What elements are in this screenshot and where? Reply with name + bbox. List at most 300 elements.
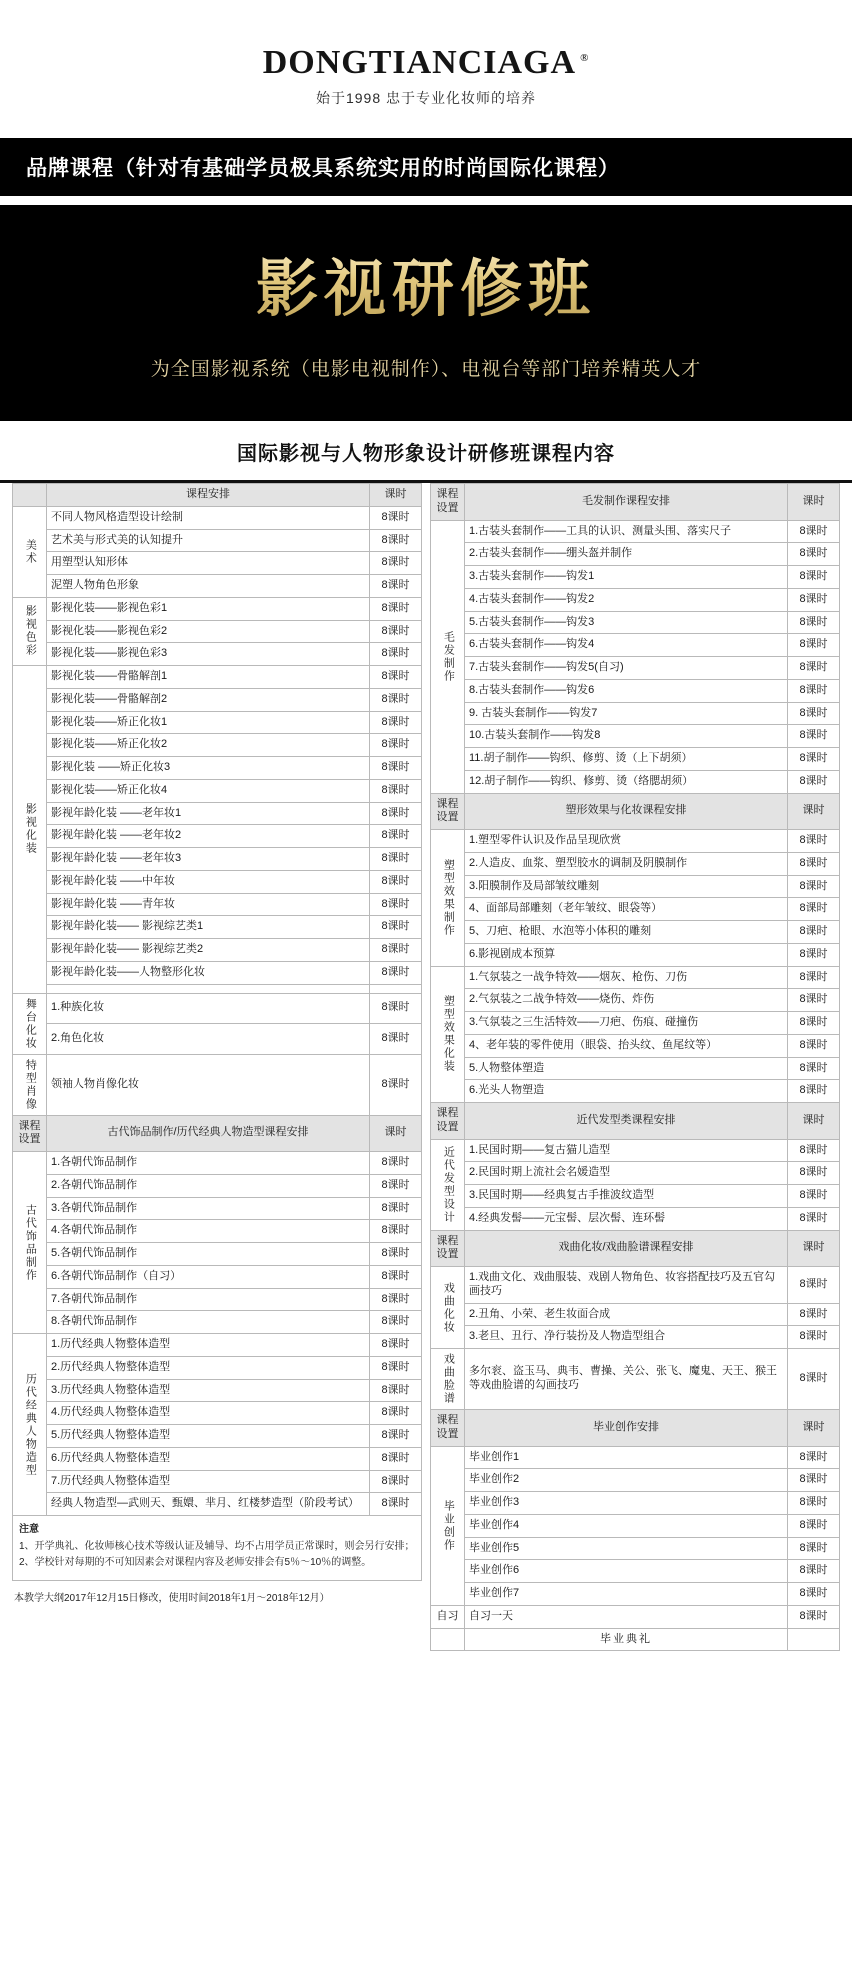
table-row xyxy=(13,1470,422,1493)
course-hours: 8课时 xyxy=(370,711,422,734)
course-name: 影视年龄化装 ——老年妆2 xyxy=(47,825,370,848)
table-row xyxy=(13,939,422,962)
table-row xyxy=(431,566,840,589)
course-name: 2.民国时期上流社会名媛造型 xyxy=(465,1162,788,1185)
right-curriculum-table xyxy=(430,483,840,1651)
left-header-course: 课程安排 xyxy=(47,484,370,507)
table-row xyxy=(431,657,840,680)
course-hours: 8课时 xyxy=(788,1162,840,1185)
table-row xyxy=(13,1379,422,1402)
course-hours: 8课时 xyxy=(370,1220,422,1243)
course-name: 4.经典发髻——元宝髻、层次髻、连环髻 xyxy=(465,1207,788,1230)
category-label: 戏曲化妆 xyxy=(431,1267,465,1349)
section-hours-header: 课时 xyxy=(370,1115,422,1152)
course-name: 5.各朝代饰品制作 xyxy=(47,1243,370,1266)
course-name: 毕业创作3 xyxy=(465,1492,788,1515)
table-row xyxy=(431,679,840,702)
table-row xyxy=(431,1514,840,1537)
course-hours: 8课时 xyxy=(370,1288,422,1311)
course-hours: 8课时 xyxy=(788,1349,840,1410)
course-hours: 8课时 xyxy=(788,1560,840,1583)
course-name: 6.各朝代饰品制作（自习） xyxy=(47,1265,370,1288)
course-name: 3.历代经典人物整体造型 xyxy=(47,1379,370,1402)
table-row xyxy=(431,1469,840,1492)
table-row xyxy=(13,575,422,598)
course-hours: 8课时 xyxy=(788,770,840,793)
course-hours: 8课时 xyxy=(370,757,422,780)
course-hours: 8课时 xyxy=(370,1024,422,1055)
course-hours: 8课时 xyxy=(370,1493,422,1516)
course-name: 6.影视剧成本预算 xyxy=(465,943,788,966)
category-label: 戏曲脸谱 xyxy=(431,1349,465,1410)
section-cat-header: 课程设置 xyxy=(431,1230,465,1267)
table-row xyxy=(13,529,422,552)
course-name: 影视年龄化装 ——老年妆1 xyxy=(47,802,370,825)
table-row xyxy=(431,1628,840,1651)
table-row xyxy=(13,1243,422,1266)
course-hours: 8课时 xyxy=(788,966,840,989)
table-row xyxy=(431,1162,840,1185)
section-hours-header: 课时 xyxy=(788,1410,840,1447)
course-hours: 8课时 xyxy=(370,1425,422,1448)
table-row xyxy=(13,734,422,757)
category-label: 美术 xyxy=(13,506,47,597)
section-title-cell: 毛发制作课程安排 xyxy=(465,484,788,521)
course-name: 影视年龄化装 ——中年妆 xyxy=(47,870,370,893)
course-name: 5、刀疤、枪眼、水泡等小体积的雕刻 xyxy=(465,921,788,944)
course-name: 影视年龄化装—— 影视综艺类1 xyxy=(47,916,370,939)
course-hours: 8课时 xyxy=(370,1470,422,1493)
course-name: 影视年龄化装 ——老年妆3 xyxy=(47,848,370,871)
table-row xyxy=(431,520,840,543)
course-name: 6.历代经典人物整体造型 xyxy=(47,1447,370,1470)
table-row xyxy=(13,961,422,984)
course-name: 7.各朝代饰品制作 xyxy=(47,1288,370,1311)
course-hours: 8课时 xyxy=(788,1469,840,1492)
course-hours: 8课时 xyxy=(788,1267,840,1304)
course-hours: 8课时 xyxy=(788,898,840,921)
course-hours: 8课时 xyxy=(788,657,840,680)
course-name: 影视化装——矫正化妆4 xyxy=(47,779,370,802)
section-header-row xyxy=(431,1410,840,1447)
course-name: 2.角色化妆 xyxy=(47,1024,370,1055)
course-name: 7.历代经典人物整体造型 xyxy=(47,1470,370,1493)
table-row xyxy=(13,993,422,1024)
course-name: 3.民国时期——经典复古手推波纹造型 xyxy=(465,1185,788,1208)
course-name: 1.戏曲文化、戏曲服装、戏剧人物角色、妆容搭配技巧及五官勾画技巧 xyxy=(465,1267,788,1304)
course-hours: 8课时 xyxy=(370,597,422,620)
table-row xyxy=(431,1207,840,1230)
table-row xyxy=(13,1197,422,1220)
table-row xyxy=(431,989,840,1012)
course-hours: 8课时 xyxy=(788,943,840,966)
section-hours-header: 课时 xyxy=(788,1103,840,1140)
table-row xyxy=(13,711,422,734)
course-hours: 8课时 xyxy=(370,893,422,916)
section-title-cell: 古代饰品制作/历代经典人物造型课程安排 xyxy=(47,1115,370,1152)
course-hours: 8课时 xyxy=(788,1012,840,1035)
category-label: 舞台化妆 xyxy=(13,993,47,1054)
course-name: 影视化装——影视色彩3 xyxy=(47,643,370,666)
course-hours: 8课时 xyxy=(788,852,840,875)
table-row xyxy=(431,1326,840,1349)
course-name: 9. 古装头套制作——钩发7 xyxy=(465,702,788,725)
course-hours: 8课时 xyxy=(788,679,840,702)
section-cat-header: 课程设置 xyxy=(431,793,465,830)
category-label: 塑型效果化装 xyxy=(431,966,465,1103)
course-hours: 8课时 xyxy=(788,1605,840,1628)
table-row xyxy=(431,1012,840,1035)
section-cat-header: 课程设置 xyxy=(431,484,465,521)
table-row xyxy=(13,688,422,711)
course-name: 不同人物风格造型设计绘制 xyxy=(47,506,370,529)
table-row xyxy=(431,748,840,771)
course-hours: 8课时 xyxy=(788,634,840,657)
table-row xyxy=(431,1057,840,1080)
course-hours: 8课时 xyxy=(788,543,840,566)
course-hours: 8课时 xyxy=(370,848,422,871)
course-hours: 8课时 xyxy=(370,1334,422,1357)
table-row xyxy=(431,725,840,748)
course-hours: 8课时 xyxy=(370,1243,422,1266)
table-row xyxy=(431,1185,840,1208)
table-row xyxy=(431,966,840,989)
section-cat-header: 课程设置 xyxy=(13,1115,47,1152)
section-title-cell: 戏曲化妆/戏曲脸谱课程安排 xyxy=(465,1230,788,1267)
table-row xyxy=(431,1349,840,1410)
brand-banner-text: 品牌课程（针对有基础学员极具系统实用的时尚国际化课程） xyxy=(26,157,620,180)
course-name: 2.丑角、小荣、老生妆面合成 xyxy=(465,1303,788,1326)
course-hours: 8课时 xyxy=(370,961,422,984)
table-row xyxy=(13,802,422,825)
course-name: 8.各朝代饰品制作 xyxy=(47,1311,370,1334)
table-row xyxy=(431,702,840,725)
course-hours: 8课时 xyxy=(370,575,422,598)
course-hours: 8课时 xyxy=(788,611,840,634)
course-hours: 8课时 xyxy=(788,1492,840,1515)
left-header-cat xyxy=(13,484,47,507)
course-name: 6.光头人物塑造 xyxy=(465,1080,788,1103)
course-name: 用塑型认知形体 xyxy=(47,552,370,575)
category-label: 毕业创作 xyxy=(431,1446,465,1605)
section-title: 国际影视与人物形象设计研修班课程内容 xyxy=(0,421,852,483)
table-row xyxy=(13,870,422,893)
section-header-row xyxy=(431,484,840,521)
course-name: 1.种族化妆 xyxy=(47,993,370,1024)
course-hours: 8课时 xyxy=(788,748,840,771)
course-hours: 8课时 xyxy=(370,643,422,666)
course-hours: 8课时 xyxy=(370,802,422,825)
section-cat-header: 课程设置 xyxy=(431,1103,465,1140)
course-hours: 8课时 xyxy=(788,1057,840,1080)
section-title-cell: 毕业创作安排 xyxy=(465,1410,788,1447)
course-hours: 8课时 xyxy=(788,702,840,725)
table-row xyxy=(13,893,422,916)
category-label: 特型肖像 xyxy=(13,1054,47,1115)
course-name: 1.古装头套制作——工具的认识、测量头围、落实尺子 xyxy=(465,520,788,543)
course-hours: 8课时 xyxy=(788,1326,840,1349)
registered-mark-icon: ® xyxy=(580,51,590,64)
left-column xyxy=(12,483,426,1620)
category-label: 历代经典人物造型 xyxy=(13,1334,47,1516)
notes-line-2: 2、学校针对每期的不可知因素会对课程内容及老师安排会有5％～10％的调整。 xyxy=(19,1557,372,1568)
course-name: 影视化装——影视色彩2 xyxy=(47,620,370,643)
notes-footer: 本教学大纲2017年12月15日修改，使用时间2018年1月～2018年12月） xyxy=(14,1592,330,1604)
course-name: 5.古装头套制作——钩发3 xyxy=(465,611,788,634)
course-name: 1.历代经典人物整体造型 xyxy=(47,1334,370,1357)
course-name: 4、老年装的零件使用（眼袋、抬头纹、鱼尾纹等） xyxy=(465,1034,788,1057)
course-name: 自习一天 xyxy=(465,1605,788,1628)
table-row xyxy=(431,1605,840,1628)
hero-subtitle: 为全国影视系统（电影电视制作）、电视台等部门培养精英人才 xyxy=(150,359,702,380)
course-hours: 8课时 xyxy=(370,779,422,802)
table-row xyxy=(431,1492,840,1515)
category-label: 自习 xyxy=(431,1605,465,1628)
table-row xyxy=(431,770,840,793)
table-row xyxy=(431,1446,840,1469)
table-row xyxy=(13,597,422,620)
course-hours: 8课时 xyxy=(788,1080,840,1103)
category-label: 影视色彩 xyxy=(13,597,47,665)
table-row xyxy=(13,1174,422,1197)
table-row xyxy=(13,916,422,939)
table-row xyxy=(431,1583,840,1606)
course-hours: 8课时 xyxy=(370,1197,422,1220)
course-hours: 8课时 xyxy=(370,1447,422,1470)
table-row xyxy=(431,921,840,944)
graduation-ceremony: 毕业典礼 xyxy=(465,1628,788,1651)
table-row xyxy=(13,620,422,643)
course-hours: 8课时 xyxy=(370,939,422,962)
course-name: 12.胡子制作——钩织、修剪、烫（络腮胡须） xyxy=(465,770,788,793)
course-hours: 8课时 xyxy=(370,1356,422,1379)
course-hours: 8课时 xyxy=(370,529,422,552)
course-hours: 8课时 xyxy=(370,1265,422,1288)
course-name: 4.古装头套制作——钩发2 xyxy=(465,588,788,611)
table-row xyxy=(431,1080,840,1103)
course-hours: 8课时 xyxy=(788,566,840,589)
course-hours: 8课时 xyxy=(788,1583,840,1606)
course-name: 4、面部局部雕刻（老年皱纹、眼袋等） xyxy=(465,898,788,921)
table-row xyxy=(13,1220,422,1243)
course-hours: 8课时 xyxy=(370,1152,422,1175)
section-header-row xyxy=(431,1230,840,1267)
course-name: 领袖人物肖像化妆 xyxy=(47,1054,370,1115)
course-hours: 8课时 xyxy=(370,666,422,689)
left-curriculum-table xyxy=(12,483,422,1516)
table-row xyxy=(13,1425,422,1448)
table-row xyxy=(431,543,840,566)
course-name: 影视化装——矫正化妆2 xyxy=(47,734,370,757)
course-hours: 8课时 xyxy=(788,875,840,898)
table-row xyxy=(13,1288,422,1311)
category-label: 塑型效果制作 xyxy=(431,830,465,967)
course-name: 2.气氛装之二战争特效——烧伤、炸伤 xyxy=(465,989,788,1012)
hero-section xyxy=(0,196,852,421)
table-row xyxy=(431,875,840,898)
course-hours: 8课时 xyxy=(370,1379,422,1402)
logo-block xyxy=(0,0,852,126)
notes-line-1: 1、开学典礼、化妆师核心技术等级认证及辅导、均不占用学员正常课时，则会另行安排； xyxy=(19,1540,415,1552)
course-name: 影视年龄化装—— 影视综艺类2 xyxy=(47,939,370,962)
section-hours-header: 课时 xyxy=(788,484,840,521)
course-name: 11.胡子制作——钩织、修剪、烫（上下胡须） xyxy=(465,748,788,771)
course-hours: 8课时 xyxy=(370,870,422,893)
section-cat-header: 课程设置 xyxy=(431,1410,465,1447)
course-name: 2.历代经典人物整体造型 xyxy=(47,1356,370,1379)
course-name: 7.古装头套制作——钩发5(自习) xyxy=(465,657,788,680)
course-hours: 8课时 xyxy=(788,1537,840,1560)
hero-title: 影视研修班 xyxy=(0,239,852,328)
course-hours: 8课时 xyxy=(370,825,422,848)
table-row xyxy=(13,666,422,689)
empty-hours-cell xyxy=(788,1628,840,1651)
table-row xyxy=(13,1447,422,1470)
course-name: 泥塑人物角色形象 xyxy=(47,575,370,598)
course-name: 10.古装头套制作——钩发8 xyxy=(465,725,788,748)
course-hours: 8课时 xyxy=(788,1207,840,1230)
course-hours: 8课时 xyxy=(370,1311,422,1334)
course-name: 3.阳膜制作及局部皱纹雕刻 xyxy=(465,875,788,898)
course-hours: 8课时 xyxy=(370,1174,422,1197)
table-row xyxy=(13,1311,422,1334)
course-name: 4.历代经典人物整体造型 xyxy=(47,1402,370,1425)
course-hours: 8课时 xyxy=(788,1034,840,1057)
course-name: 影视化装——骨骼解剖2 xyxy=(47,688,370,711)
curriculum-columns xyxy=(0,483,852,1661)
course-hours: 8课时 xyxy=(370,1054,422,1115)
course-name: 3.各朝代饰品制作 xyxy=(47,1197,370,1220)
table-row xyxy=(13,506,422,529)
section-header-row xyxy=(13,1115,422,1152)
course-hours: 8课时 xyxy=(370,993,422,1024)
table-row xyxy=(13,825,422,848)
table-row xyxy=(13,643,422,666)
table-row xyxy=(13,757,422,780)
course-name: 4.各朝代饰品制作 xyxy=(47,1220,370,1243)
table-row xyxy=(431,852,840,875)
course-hours: 8课时 xyxy=(788,1185,840,1208)
section-header-row xyxy=(431,1103,840,1140)
table-row xyxy=(431,634,840,657)
course-name: 毕业创作4 xyxy=(465,1514,788,1537)
section-title-cell: 近代发型类课程安排 xyxy=(465,1103,788,1140)
course-name: 3.老旦、丑行、净行装扮及人物造型组合 xyxy=(465,1326,788,1349)
course-hours: 8课时 xyxy=(788,1303,840,1326)
table-row xyxy=(431,1139,840,1162)
category-label: 近代发型设计 xyxy=(431,1139,465,1230)
course-name: 3.古装头套制作——钩发1 xyxy=(465,566,788,589)
course-hours: 8课时 xyxy=(370,688,422,711)
course-hours: 8课时 xyxy=(370,1402,422,1425)
table-row xyxy=(431,588,840,611)
course-name: 毕业创作6 xyxy=(465,1560,788,1583)
course-name: 3.气氛装之三生活特效——刀疤、伤痕、碰撞伤 xyxy=(465,1012,788,1035)
table-row xyxy=(13,1402,422,1425)
course-hours: 8课时 xyxy=(788,588,840,611)
course-hours: 8课时 xyxy=(788,989,840,1012)
course-hours: 8课时 xyxy=(788,830,840,853)
course-name: 1.各朝代饰品制作 xyxy=(47,1152,370,1175)
section-hours-header: 课时 xyxy=(788,1230,840,1267)
brand-banner xyxy=(0,138,852,196)
notes-block xyxy=(12,1516,422,1581)
course-name: 6.古装头套制作——钩发4 xyxy=(465,634,788,657)
section-title-cell: 塑形效果与化妆课程安排 xyxy=(465,793,788,830)
course-name: 5.人物整体塑造 xyxy=(465,1057,788,1080)
table-row xyxy=(13,1152,422,1175)
course-name: 5.历代经典人物整体造型 xyxy=(47,1425,370,1448)
course-hours: 8课时 xyxy=(788,725,840,748)
course-name: 影视化装——骨骼解剖1 xyxy=(47,666,370,689)
course-name: 艺术美与形式美的认知提升 xyxy=(47,529,370,552)
course-hours: 8课时 xyxy=(370,552,422,575)
course-hours: 8课时 xyxy=(370,620,422,643)
notes-title: 注意 xyxy=(19,1524,39,1535)
course-name: 1.民国时期——复古猫儿造型 xyxy=(465,1139,788,1162)
course-name: 毕业创作1 xyxy=(465,1446,788,1469)
left-header-hours: 课时 xyxy=(370,484,422,507)
category-label: 古代饰品制作 xyxy=(13,1152,47,1334)
course-name: 8.古装头套制作——钩发6 xyxy=(465,679,788,702)
course-hours: 8课时 xyxy=(788,1514,840,1537)
section-hours-header: 课时 xyxy=(788,793,840,830)
course-hours: 8课时 xyxy=(370,734,422,757)
category-label: 影视化装 xyxy=(13,666,47,994)
table-row xyxy=(13,984,422,993)
table-row xyxy=(431,1034,840,1057)
course-name: 2.古装头套制作——绷头盔并制作 xyxy=(465,543,788,566)
course-name: 毕业创作7 xyxy=(465,1583,788,1606)
table-row xyxy=(13,1356,422,1379)
table-row xyxy=(13,779,422,802)
right-column xyxy=(426,483,840,1651)
section-header-row xyxy=(431,793,840,830)
course-hours: 8课时 xyxy=(788,921,840,944)
brand-tagline: 始于1998 忠于专业化妆师的培养 xyxy=(315,90,537,106)
table-row xyxy=(431,898,840,921)
course-name xyxy=(47,984,370,993)
course-name: 1.塑型零件认识及作品呈现欣赏 xyxy=(465,830,788,853)
course-hours: 8课时 xyxy=(788,1446,840,1469)
table-row xyxy=(431,1560,840,1583)
course-name: 多尔衮、盗玉马、典韦、曹操、关公、张飞、魔鬼、天王、猴王等戏曲脸谱的勾画技巧 xyxy=(465,1349,788,1410)
course-hours: 8课时 xyxy=(370,916,422,939)
course-name: 影视化装——矫正化妆1 xyxy=(47,711,370,734)
table-header-row xyxy=(13,484,422,507)
table-row xyxy=(13,848,422,871)
course-name: 经典人物造型—武则天、甄嬛、芈月、红楼梦造型（阶段考试） xyxy=(47,1493,370,1516)
course-hours: 8课时 xyxy=(370,506,422,529)
empty-cell xyxy=(431,1628,465,1651)
course-name: 影视年龄化装——人物整形化妆 xyxy=(47,961,370,984)
course-name: 影视年龄化装 ——青年妆 xyxy=(47,893,370,916)
table-row xyxy=(431,1267,840,1304)
table-row xyxy=(13,1493,422,1516)
table-row xyxy=(13,1265,422,1288)
course-hours: 8课时 xyxy=(788,1139,840,1162)
course-name: 影视化装 ——矫正化妆3 xyxy=(47,757,370,780)
course-name: 2.各朝代饰品制作 xyxy=(47,1174,370,1197)
course-name: 毕业创作5 xyxy=(465,1537,788,1560)
brand-logo xyxy=(263,44,590,82)
course-name: 毕业创作2 xyxy=(465,1469,788,1492)
table-row xyxy=(13,552,422,575)
course-name: 2.人造皮、血浆、塑型胶水的调制及阴膜制作 xyxy=(465,852,788,875)
table-row xyxy=(13,1054,422,1115)
table-row xyxy=(431,1537,840,1560)
brand-logo-text: DONGTIANCIAGA xyxy=(262,44,577,81)
